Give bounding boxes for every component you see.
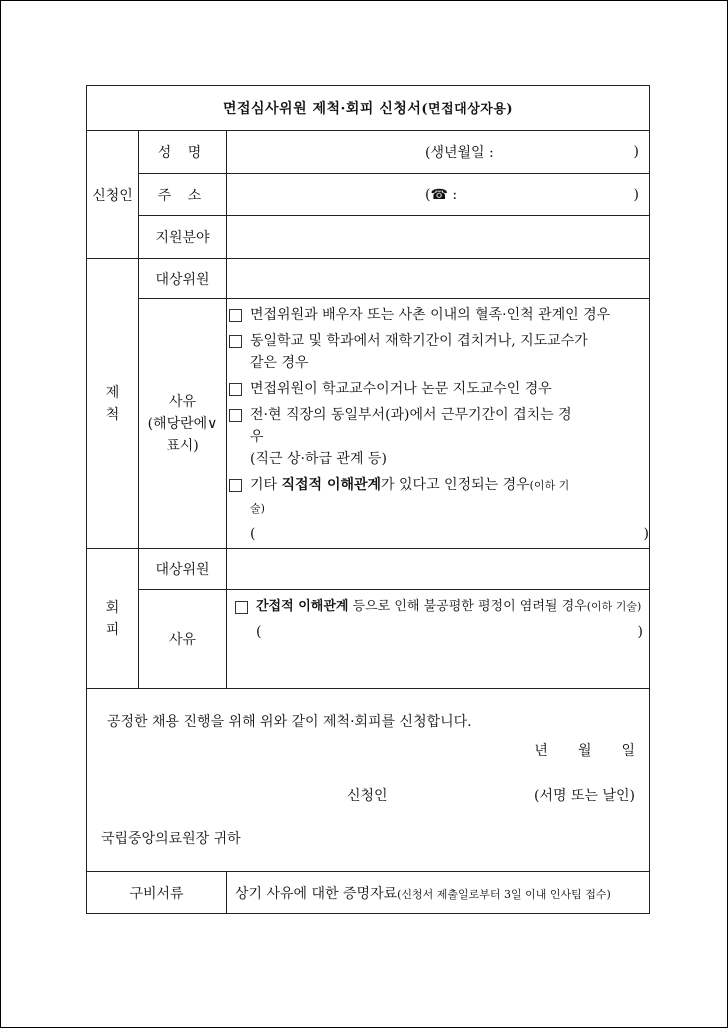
phone-label: (☎ : (425, 186, 458, 203)
name-field[interactable] (227, 131, 650, 174)
phone-close: ) (633, 186, 639, 203)
avoidance-section-label (87, 549, 139, 689)
checkbox[interactable] (229, 335, 242, 348)
avoidance-detail-field[interactable]: ( ) (256, 624, 643, 640)
form-title (87, 86, 650, 131)
address-field[interactable] (227, 174, 650, 216)
documents-label: 구비서류 (87, 872, 227, 914)
birth-close: ) (633, 144, 639, 160)
address-label: 주 소 (139, 174, 227, 216)
exclusion-item-2[interactable]: 동일학교 및 학과에서 재학기간이 겹치거나, 지도교수가 같은 경우 (227, 330, 649, 374)
exclusion-char-1: 제 (105, 384, 120, 401)
exclusion-item-5[interactable]: 기타 직접적 이해관계가 있다고 인정되는 경우(이하 기 술) (227, 474, 649, 520)
reason-label-text: 사유 (168, 393, 197, 410)
exclusion-item-1[interactable]: 면접위원과 배우자 또는 사촌 이내의 혈족·인척 관계인 경우 (227, 304, 649, 326)
month-label: 월 (577, 743, 592, 759)
application-form (86, 85, 650, 914)
checkbox[interactable] (229, 383, 242, 396)
avoidance-reason-label: 사유 (139, 590, 227, 689)
reason-note-2: 표시) (166, 437, 199, 454)
exclusion-item-3[interactable]: 면접위원이 학교교수이거나 논문 지도교수인 경우 (227, 378, 649, 400)
exclusion-target-label: 대상위원 (139, 259, 227, 299)
checkbox[interactable] (229, 309, 242, 322)
applicant-sign-label: 신청인 (347, 788, 388, 804)
checkbox[interactable] (235, 601, 248, 614)
avoidance-char-2: 피 (105, 621, 120, 638)
exclusion-char-2: 척 (105, 406, 120, 423)
documents-value: 상기 사유에 대한 증명자료(신청서 제출일로부터 3일 이내 인사팀 접수) (227, 872, 650, 914)
exclusion-reason-label (139, 299, 227, 549)
checkbox[interactable] (229, 409, 242, 422)
addressee: 국립중앙의료원장 귀하 (101, 831, 241, 847)
exclusion-detail-field[interactable]: ( ) (250, 525, 649, 542)
birth-label: (생년월일 : (425, 145, 494, 161)
avoidance-item[interactable]: 간접적 이해관계 등으로 인해 불공평한 평정이 염려될 경우(이하 기술) (233, 596, 643, 618)
avoidance-target-label: 대상위원 (139, 549, 227, 590)
date-line (504, 740, 635, 760)
avoidance-reason-list (227, 590, 650, 689)
statement-section (87, 689, 650, 872)
exclusion-reason-list (227, 299, 650, 549)
avoidance-target-value[interactable] (227, 549, 650, 590)
year-label: 년 (534, 743, 548, 759)
name-label: 성 명 (139, 131, 227, 174)
day-label: 일 (621, 743, 635, 759)
checkbox[interactable] (229, 479, 242, 492)
title-suffix: (면접대상자용) (421, 102, 514, 117)
reason-note-1: (해당란에∨ (147, 415, 218, 432)
sign-label: (서명 또는 날인) (534, 788, 635, 804)
statement-text: 공정한 채용 진행을 위해 위와 같이 제척·회피를 신청합니다. (107, 714, 472, 730)
exclusion-item-4[interactable]: 전·현 직장의 동일부서(과)에서 근무기간이 겹치는 경 우 (직근 상·하급 관계 등) (227, 404, 649, 470)
exclusion-target-value[interactable] (227, 259, 650, 299)
field-label: 지원분야 (139, 216, 227, 259)
applicant-section-label: 신청인 (87, 131, 139, 259)
avoidance-char-1: 회 (105, 599, 120, 616)
field-value[interactable] (227, 216, 650, 259)
title-main: 면접심사위원 제척·회피 신청서 (222, 101, 422, 117)
exclusion-section-label (87, 259, 139, 549)
